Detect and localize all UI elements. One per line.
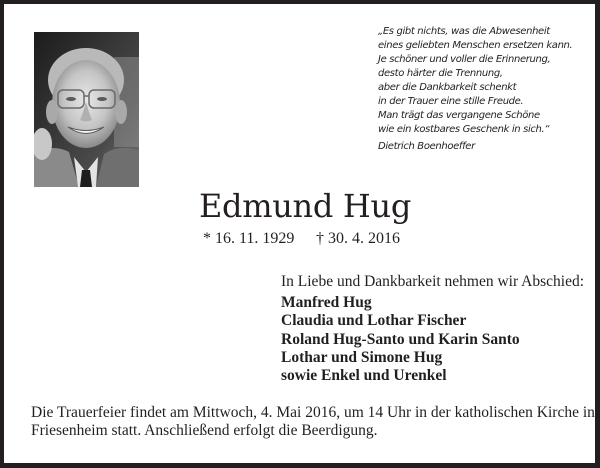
quote-line: Je schöner und voller die Erinnerung, <box>378 54 551 65</box>
portrait-image <box>34 32 139 187</box>
quote-line: wie ein kostbares Geschenk in sich.“ <box>378 124 550 135</box>
service-line: Friesenheim statt. Anschließend erfolgt die Beerdigung. <box>31 422 378 439</box>
mourner-name: Manfred Hug <box>281 294 372 311</box>
birth-date: * 16. 11. 1929 <box>203 230 295 247</box>
quote-line: in der Trauer eine stille Freude. <box>378 96 524 107</box>
mourner-name: sowie Enkel und Urenkel <box>281 367 447 385</box>
quote-line: Man trägt das vergangene Schöne <box>378 110 540 121</box>
funeral-service-info <box>31 404 595 440</box>
farewell-intro: In Liebe und Dankbarkeit nehmen wir Abschied: <box>281 273 585 290</box>
quote-line: aber die Dankbarkeit schenkt <box>378 82 517 93</box>
mourners-list <box>281 294 520 385</box>
deceased-name: Edmund Hug <box>198 187 412 225</box>
quote-line: eines geliebten Menschen ersetzen kann. <box>378 40 573 51</box>
quote-line: „Es gibt nichts, was die Abwesenheit <box>378 26 550 37</box>
memorial-quote <box>378 25 593 154</box>
quote-author: Dietrich Boenhoeffer <box>378 141 475 152</box>
portrait-photo <box>34 32 139 187</box>
quote-line: desto härter die Trennung, <box>378 68 503 79</box>
service-line: Die Trauerfeier findet am Mittwoch, 4. Mai 2016, um 14 Uhr in der katholischen Kirche in <box>31 404 595 421</box>
mourner-name: Lothar und Simone Hug <box>281 348 443 366</box>
death-date: † 30. 4. 2016 <box>316 230 400 247</box>
mourner-name: Claudia und Lothar Fischer <box>281 312 467 330</box>
mourner-name: Roland Hug-Santo und Karin Santo <box>281 330 520 348</box>
